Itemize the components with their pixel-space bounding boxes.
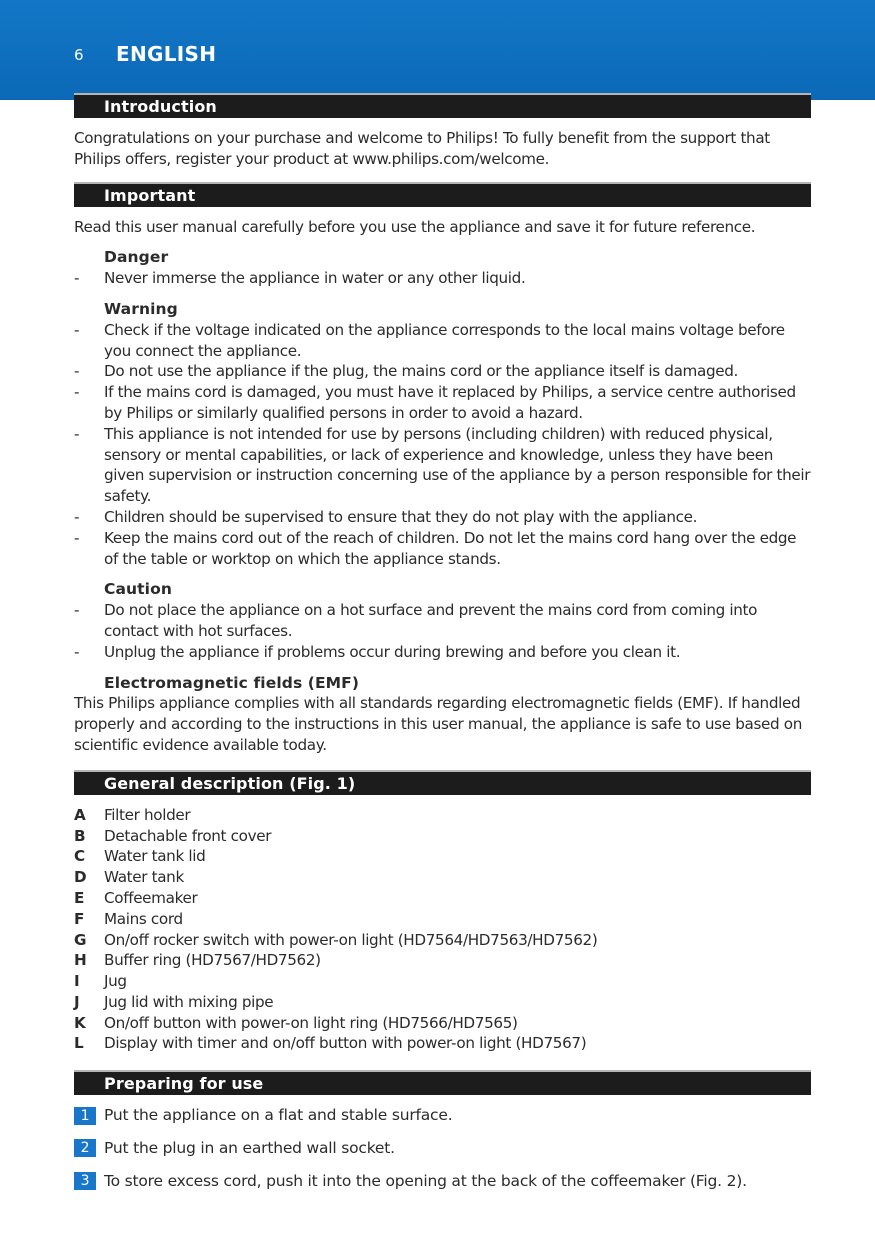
list-item: G On/off rocker switch with power-on light (HD7564/HD7563/HD7562)	[74, 930, 598, 949]
list-item: E Coffeemaker	[74, 888, 198, 907]
warning-title: Warning	[104, 299, 178, 318]
list-item: - This appliance is not intended for use by persons (including children) with reduced physical, sensory or mental capabilities, or lack of experience and knowledge, unless they have been given supervision or instruction concerning use of the appliance by a person responsible for their safety.	[74, 424, 811, 506]
step-item: 1 Put the appliance on a flat and stable surface.	[74, 1105, 811, 1126]
page-number: 6	[74, 46, 84, 64]
section-heading-preparing: Preparing for use	[74, 1070, 811, 1095]
list-item: J Jug lid with mixing pipe	[74, 992, 274, 1011]
step-item: 2 Put the plug in an earthed wall socket.	[74, 1138, 811, 1159]
emf-title: Electromagnetic fields (EMF)	[104, 673, 360, 692]
step-item: 3 To store excess cord, push it into the opening at the back of the coffeemaker (Fig. 2).	[74, 1171, 811, 1192]
section-heading-important: Important	[74, 182, 811, 207]
header-band	[0, 0, 875, 100]
list-item: - If the mains cord is damaged, you must have it replaced by Philips, a service centre authorised by Philips or similarly qualified persons in order to avoid a hazard.	[74, 383, 796, 422]
list-item: - Children should be supervised to ensure that they do not play with the appliance.	[74, 507, 698, 526]
list-item: - Do not place the appliance on a hot surface and prevent the mains cord from coming into contact with hot surfaces.	[74, 601, 758, 640]
language-title: ENGLISH	[116, 42, 217, 66]
list-item: K On/off button with power-on light ring (HD7566/HD7565)	[74, 1013, 518, 1032]
list-item: B Detachable front cover	[74, 826, 272, 845]
list-item: - Never immerse the appliance in water or any other liquid.	[74, 269, 526, 288]
caution-title: Caution	[104, 580, 172, 599]
manual-content	[74, 93, 811, 1192]
parts-list	[74, 805, 811, 1055]
introduction-text: Congratulations on your purchase and welcome to Philips! To fully benefit from the support that Philips offers, register your product at www.philips.com/welcome.	[74, 129, 770, 168]
list-item: A Filter holder	[74, 805, 191, 824]
list-item: C Water tank lid	[74, 847, 206, 866]
emf-text: This Philips appliance complies with all standards regarding electromagnetic fields (EMF). If handled properly and according to the instructions in this user manual, the appliance is safe to use based on scientific evidence available today.	[74, 694, 802, 754]
step-number-badge: 2	[74, 1139, 96, 1157]
list-item: F Mains cord	[74, 909, 183, 928]
section-heading-introduction: Introduction	[74, 93, 811, 118]
important-intro: Read this user manual carefully before you use the appliance and save it for future reference.	[74, 217, 756, 236]
list-item: - Check if the voltage indicated on the appliance corresponds to the local mains voltage before you connect the appliance.	[74, 320, 785, 360]
list-item: - Keep the mains cord out of the reach of children. Do not let the mains cord hang over the edge of the table or worktop on which the appliance stands.	[74, 528, 797, 568]
list-item: - Do not use the appliance if the plug, the mains cord or the appliance itself is damaged.	[74, 362, 738, 381]
step-number-badge: 1	[74, 1107, 96, 1125]
step-number-badge: 3	[74, 1172, 96, 1190]
list-item: I Jug	[74, 972, 127, 991]
list-item: - Unplug the appliance if problems occur during brewing and before you clean it.	[74, 642, 681, 661]
list-item: H Buffer ring (HD7567/HD7562)	[74, 951, 321, 970]
danger-title: Danger	[104, 248, 169, 267]
list-item: L Display with timer and on/off button with power-on light (HD7567)	[74, 1034, 587, 1053]
section-heading-general-description: General description (Fig. 1)	[74, 770, 811, 795]
list-item: D Water tank	[74, 868, 184, 887]
